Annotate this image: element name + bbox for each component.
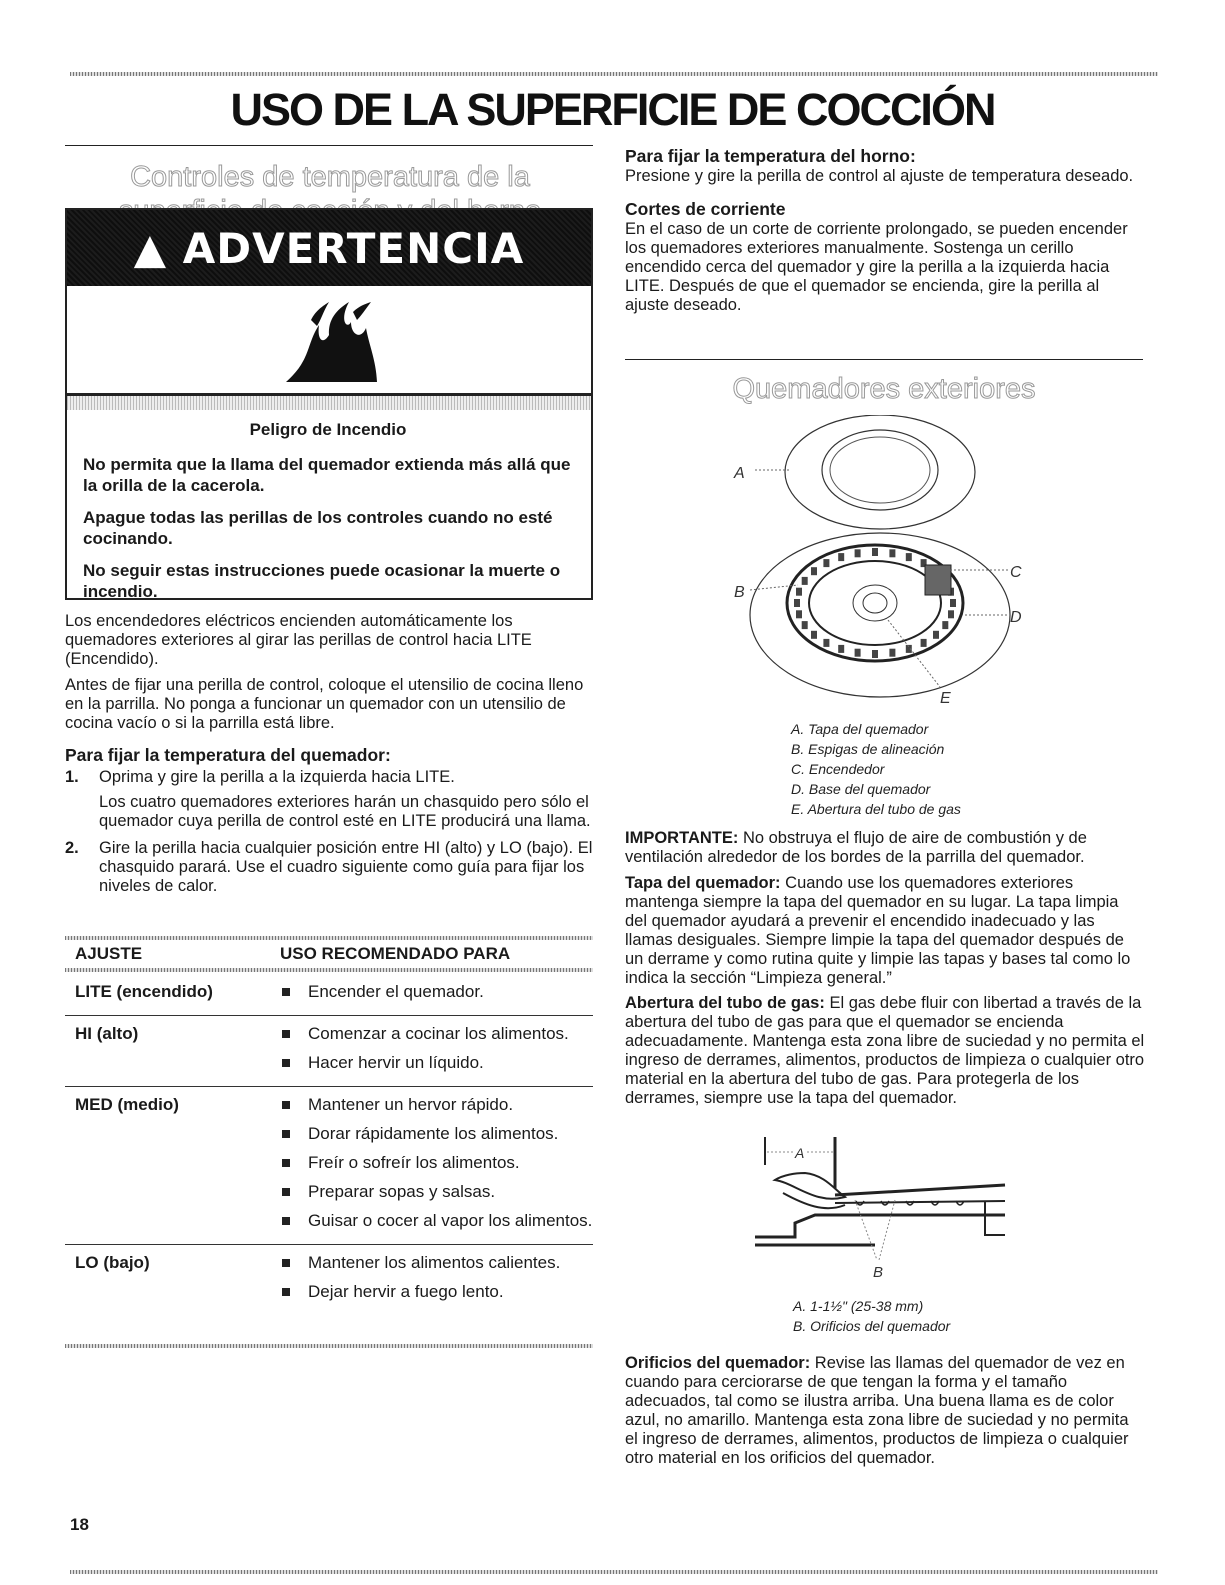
gas-tube-lead: Abertura del tubo de gas: <box>625 994 825 1012</box>
page-title: USO DE LA SUPERFICIE DE COCCIÓN <box>230 84 995 135</box>
label-b: B <box>734 584 745 601</box>
orifice-paragraph <box>625 1354 1145 1468</box>
table-use-cell <box>280 1253 593 1311</box>
use-item-text: Preparar sopas y salsas. <box>308 1182 496 1201</box>
table-row <box>65 974 593 1016</box>
bullet-square-icon <box>282 1130 290 1138</box>
gas-tube-paragraph <box>625 994 1145 1108</box>
burner-port <box>811 567 817 575</box>
burner-port <box>933 631 939 639</box>
table-header-use: USO RECOMENDADO PARA <box>280 944 511 963</box>
burner-port <box>872 650 878 658</box>
flame-legend-b: B. Orificios del quemador <box>793 1318 951 1334</box>
step-1-number: 1. <box>65 768 79 786</box>
use-item <box>280 1124 593 1144</box>
page-number: 18 <box>70 1515 89 1534</box>
step-1-note: Los cuatro quemadores exteriores harán un chasquido pero sólo el quemador cuya perilla de control esté en LITE producirá una llama. <box>99 793 591 830</box>
table-use-cell <box>280 1024 593 1082</box>
burner-port <box>889 649 895 657</box>
intro-paragraph-1: Los encendedores eléctricos encienden automáticamente los quemadores exteriores al girar las perillas de control hacia LITE (Encendido). <box>65 612 532 668</box>
right-column-top <box>625 146 1145 315</box>
label-a: A <box>734 465 745 482</box>
table-setting-cell: LITE (encendido) <box>75 982 213 1001</box>
burner-cap-bottom <box>835 1201 1005 1203</box>
warning-line-2: Apague todas las perillas de los controles cuando no esté cocinando. <box>83 508 553 548</box>
use-item-text: Freír o sofreír los alimentos. <box>308 1153 520 1172</box>
bullet-square-icon <box>282 1030 290 1038</box>
legend-item-e: E. Abertura del tubo de gas <box>791 801 961 817</box>
burner-port <box>921 639 927 647</box>
burner-port <box>855 649 861 657</box>
use-item <box>280 1182 593 1202</box>
burner-port <box>796 610 802 618</box>
burner-base-side <box>985 1201 1005 1235</box>
burner-port <box>889 549 895 557</box>
burner-port <box>906 553 912 561</box>
left-title-rule <box>65 145 593 146</box>
burner-diagram <box>700 415 1060 715</box>
label-d: D <box>1010 609 1022 626</box>
warning-triangle-icon: ▲ <box>133 224 168 273</box>
step-2-number: 2. <box>65 839 79 857</box>
warning-hazard: Peligro de Incendio <box>249 420 407 439</box>
warning-line-3: No seguir estas instrucciones puede ocasionar la muerte o incendio. <box>83 561 561 601</box>
gas-tube-inner <box>863 593 887 613</box>
use-item-text: Mantener los alimentos calientes. <box>308 1253 561 1272</box>
burners-heading: Quemadores exteriores <box>732 373 1036 405</box>
table-row <box>65 1087 593 1245</box>
use-item <box>280 1253 593 1273</box>
table-body <box>65 974 593 1315</box>
burner-port <box>823 559 829 567</box>
warning-line-1: No permita que la llama del quemador extienda más allá que la orilla de la cacerola. <box>83 455 571 495</box>
burner-cap-lead: Tapa del quemador: <box>625 874 781 892</box>
burner-port <box>950 599 956 607</box>
label-c: C <box>1010 564 1022 581</box>
gas-tube-opening <box>853 585 897 621</box>
right-section-rule <box>625 359 1143 360</box>
step-2 <box>65 839 595 896</box>
burner-cap-paragraph <box>625 874 1145 988</box>
burner-cap-text: Cuando use los quemadores exteriores mantenga siempre la tapa del quemador en su lugar. La tapa limpia del quemador ayudará a prevenir el encendido inadecuado y las llamas desiguales. Siempre limpie la tapa del quemador después de un derrame y como rutina quite y limpie las tapas y bases tal como lo indica la sección “Limpieza general.” <box>625 874 1131 987</box>
right-column-body <box>625 829 1145 1108</box>
warning-text <box>83 410 573 613</box>
legend-item-d: D. Base del quemador <box>791 781 931 797</box>
burner-port <box>802 621 808 629</box>
igniter-shape <box>925 565 951 595</box>
important-paragraph <box>625 829 1145 867</box>
warning-grey-band <box>67 396 591 410</box>
use-item <box>280 1211 593 1231</box>
step-2-text: Gire la perilla hacia cualquier posición entre HI (alto) y LO (bajo). El chasquido parará. Use el cuadro siguiente como guía para fijar los niveles de calor. <box>99 839 593 895</box>
label-e: E <box>940 690 951 707</box>
table-header-setting: AJUSTE <box>75 944 143 963</box>
legend-item-b: B. Espigas de alineación <box>791 741 945 757</box>
flame-diagram <box>755 1135 1035 1285</box>
use-item-text: Mantener un hervor rápido. <box>308 1095 514 1114</box>
table-header-rule <box>65 968 593 972</box>
warning-box <box>65 208 593 600</box>
burner-cap-top <box>835 1185 1005 1195</box>
bullet-square-icon <box>282 1259 290 1267</box>
intro-paragraph-2: Antes de fijar una perilla de control, coloque el utensilio de cocina lleno en la parrilla. No ponga a funcionar un quemador con un utensilio de cocina vacío o si la parrilla está libre. <box>65 676 584 732</box>
power-outage-heading: Cortes de corriente <box>625 199 786 219</box>
use-item-text: Dorar rápidamente los alimentos. <box>308 1124 559 1143</box>
bullet-square-icon <box>282 988 290 996</box>
important-lead: IMPORTANTE: <box>625 829 739 847</box>
table-use-cell <box>280 982 593 1011</box>
use-item-text: Hacer hervir un líquido. <box>308 1053 484 1072</box>
fig2-label-a: A <box>795 1145 805 1161</box>
burner-cap-inner2 <box>830 437 930 503</box>
burner-port <box>838 553 844 561</box>
table-header <box>65 940 593 968</box>
legend-item-a: A. Tapa del quemador <box>791 721 929 737</box>
table-bottom-rule <box>65 1344 593 1348</box>
burner-port <box>838 645 844 653</box>
label-e-leader <box>888 620 940 687</box>
step-1-text: Oprima y gire la perilla a la izquierda hacia LITE. <box>99 768 455 786</box>
fire-icon <box>281 300 381 384</box>
table-row <box>65 1016 593 1087</box>
use-item <box>280 1282 593 1302</box>
orifice-text: Revise las llamas del quemador de vez en cuando para cerciorarse de que tengan la forma y el tamaño adecuados, tal como se ilustra arriba. Una buena llama es de color azul, no amarillo. Mantenga esta zona libre de suciedad y no permita el ingreso de derrames, alimentos, productos de limpieza o cualquier otro material en los orificios del quemador. <box>625 1354 1129 1467</box>
use-item <box>280 1024 593 1044</box>
power-outage-text: En el caso de un corte de corriente prolongado, se pueden encender los quemadores exteriores manualmente. Sostenga un cerillo encendido cerca del quemador y gire la perilla a la izquierda hacia LITE. Después de que el quemador se encienda, gire la perilla al ajuste deseado. <box>625 220 1128 314</box>
bullet-square-icon <box>282 1288 290 1296</box>
burner-legend <box>791 719 1131 819</box>
fig2-label-b: B <box>873 1264 884 1281</box>
bullet-square-icon <box>282 1159 290 1167</box>
burner-base-inner-ring <box>809 561 941 645</box>
table-use-cell <box>280 1095 593 1240</box>
label-b2-leader-1 <box>855 1200 877 1260</box>
burner-base-profile <box>755 1215 1005 1237</box>
use-item-text: Dejar hervir a fuego lento. <box>308 1282 504 1301</box>
table-setting-cell: LO (bajo) <box>75 1253 150 1272</box>
gas-tube-text: El gas debe fluir con libertad a través de la abertura del tubo de gas para que el quemador se encienda adecuadamente. Mantenga esta zona libre de suciedad y no permita el ingreso de derrames, alimentos, productos de limpieza o cualquier otro material en la abertura del tubo de gas. Para protegerla de los derrames, siempre use la tapa del quemador. <box>625 994 1145 1107</box>
burner-port <box>855 549 861 557</box>
burner-temp-heading: Para fijar la temperatura del quemador: <box>65 745 391 765</box>
use-item-text: Encender el quemador. <box>308 982 484 1001</box>
table-setting-cell: HI (alto) <box>75 1024 139 1043</box>
burner-port <box>811 631 817 639</box>
bullet-square-icon <box>282 1217 290 1225</box>
table-setting-cell: MED (medio) <box>75 1095 179 1114</box>
warning-title <box>67 224 591 273</box>
settings-table <box>65 940 593 1315</box>
burner-cap-outline <box>785 415 975 529</box>
warning-label: ADVERTENCIA <box>182 224 525 273</box>
burner-port <box>948 610 954 618</box>
orifice-section <box>625 1354 1145 1468</box>
orifice-lead: Orificios del quemador: <box>625 1354 811 1372</box>
use-item <box>280 982 593 1002</box>
important-text: No obstruya el flujo de aire de combustión y de ventilación alrededor de los bordes de la parrilla del quemador. <box>625 829 1087 866</box>
use-item <box>280 1095 593 1115</box>
burner-port <box>796 588 802 596</box>
label-b2-leader-2 <box>879 1200 895 1260</box>
legend-item-c: C. Encendedor <box>791 761 885 777</box>
burner-port <box>794 599 800 607</box>
oven-temp-heading: Para fijar la temperatura del horno: <box>625 146 916 166</box>
table-row <box>65 1245 593 1315</box>
step-1 <box>65 768 595 839</box>
oven-temp-text: Presione y gire la perilla de control al ajuste de temperatura deseado. <box>625 167 1134 185</box>
flame-legend-a: A. 1-1½" (25-38 mm) <box>793 1298 924 1314</box>
burner-base-ring <box>787 545 963 661</box>
flame-legend <box>793 1296 1093 1336</box>
use-item <box>280 1053 593 1073</box>
left-column <box>65 612 595 896</box>
use-item <box>280 1153 593 1173</box>
burner-port <box>823 639 829 647</box>
use-item-text: Guisar o cocer al vapor los alimentos. <box>308 1211 593 1230</box>
use-item-text: Comenzar a cocinar los alimentos. <box>308 1024 569 1043</box>
bullet-square-icon <box>282 1059 290 1067</box>
top-dotted-rule <box>70 72 1158 76</box>
bullet-square-icon <box>282 1101 290 1109</box>
burner-port <box>872 548 878 556</box>
burner-port <box>802 577 808 585</box>
bottom-dotted-rule <box>70 1570 1158 1574</box>
section-heading: Controles de temperatura de la <box>130 161 530 193</box>
burner-cap-inner <box>822 430 938 510</box>
burner-port <box>942 621 948 629</box>
bullet-square-icon <box>282 1188 290 1196</box>
warning-banner <box>67 210 591 286</box>
